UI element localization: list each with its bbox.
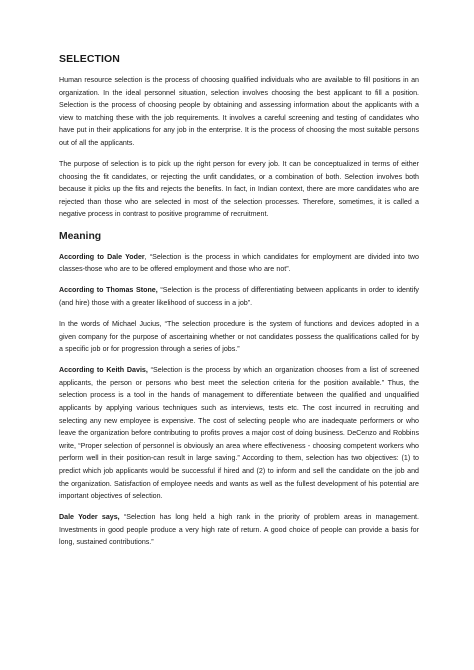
definition-michael-jucius	[59, 318, 419, 356]
definition-lead: According to Thomas Stone,	[59, 286, 158, 295]
quote-dale-yoder	[59, 511, 419, 549]
definition-thomas-stone	[59, 284, 419, 309]
meaning-heading: Meaning	[59, 230, 102, 242]
definition-text: In the words of Michael Jucius, “The selection procedure is the system of functions and devices adopted in a given company for the purpose of ascertaining whether or not candidates possess the qualifications called for by a specific job or for progression through a series of jobs.”	[59, 319, 419, 354]
definition-text: , “Selection is the process in which candidates for employment are divided into two classes-those who are to be offered employment and those who are not”.	[59, 252, 420, 274]
definition-lead: Dale Yoder says,	[59, 513, 120, 522]
section-title: SELECTION	[59, 53, 120, 65]
definition-lead: According to Keith Davis,	[59, 366, 148, 375]
definition-text: “Selection is the process of differentiating between applicants in order to identify (and hire) those with a greater likelihood of success in a job”.	[59, 286, 419, 307]
intro-paragraph-1: Human resource selection is the process of choosing qualified individuals who are available to fill positions in an organization. In the ideal personnel situation, selection involves choosing the best applicant to fill a position. Selection is the process of choosing people by obtaining and assessing information about the applicants with a view to matching these with the job requirements. It involves a careful screening and testing of candidates who have put in their applications for any job in the enterprise. It is the process of choosing the most suitable persons out of all the applicants.	[59, 76, 419, 147]
document-page	[59, 53, 419, 558]
definition-dale-yoder	[59, 251, 419, 276]
definition-lead: According to Dale Yoder	[59, 252, 145, 261]
definition-text: “Selection has long held a high rank in the priority of problem areas in management. Investments in good people produce a very high rate of return. A good choice of people can provide a basis for long, sustained contributions.”	[59, 513, 419, 547]
definition-text: “Selection is the process by which an organization chooses from a list of screened applicants, the person or persons who best meet the selection criteria for the position available.” Thus, the selection process is a tool in the hands of management to differentiate between the qualified and unqualified applicants by applying various techniques such as interviews, tests etc. The cost incurred in recruiting and selecting any new employee is expensive. The cost of selecting people who are inadequate performers or who leave the organization before contributing to profits proves a major cost of doing business. DeCenzo and Robbins write, “Proper selection of personnel is obviously an area where effectiveness - choosing competent workers who perform well in their position-can result in large saving.” According to them, selection has two objectives: (1) to predict which job applicants would be successful if hired and (2) to inform and sell the candidate on the job and the organization. Satisfaction of employee needs and wants as well as the fullest development of his potential are important objectives of selection.	[59, 366, 420, 501]
definition-keith-davis	[59, 364, 419, 503]
intro-paragraph-2: The purpose of selection is to pick up the right person for every job. It can be conceptualized in terms of either choosing the fit candidates, or rejecting the unfit candidates, or a combination of both. Selection involves both because it picks up the fits and rejects the benefits. In fact, in Indian context, there are more candidates who are rejected than those who are selected in most of the selection processes. Therefore, sometimes, it is called a negative process in contrast to positive programme of recruitment.	[59, 160, 419, 219]
